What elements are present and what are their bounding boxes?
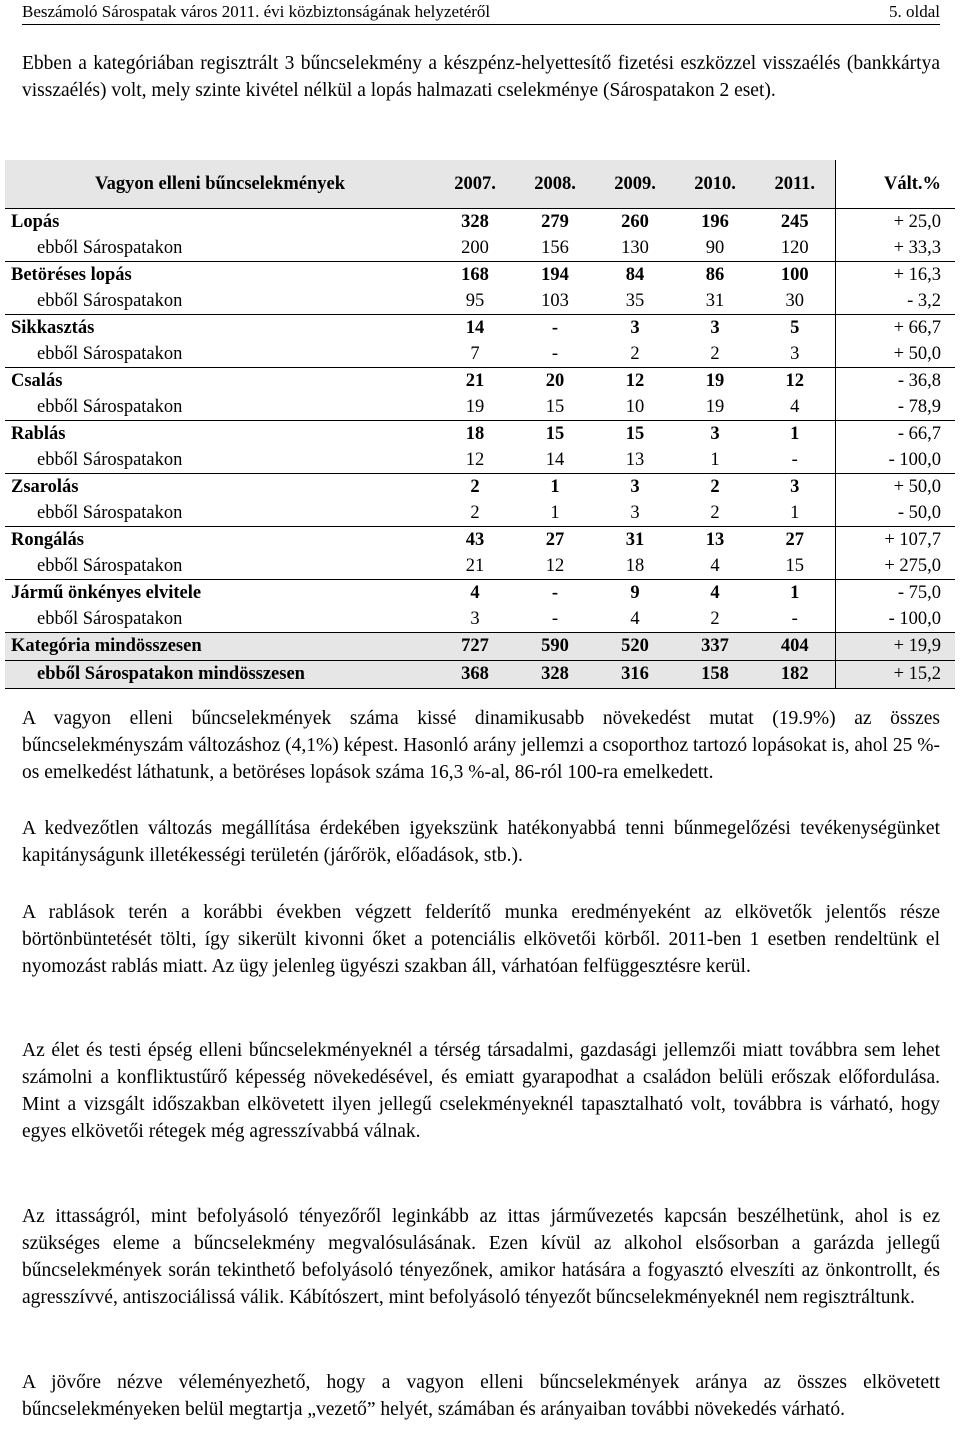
table-row: [5, 368, 955, 395]
cell-value: -: [755, 606, 835, 633]
cell-value: 156: [515, 235, 595, 262]
change-percent: - 3,2: [835, 288, 955, 315]
change-percent: + 50,0: [835, 341, 955, 368]
cell-value: 590: [515, 633, 595, 661]
cell-value: 20: [545, 370, 565, 391]
cell-value: -: [551, 317, 559, 338]
change-percent: - 50,0: [835, 500, 955, 527]
cell-value: -: [515, 606, 595, 633]
table-row: [5, 394, 955, 421]
cell-value: 4: [675, 553, 755, 580]
change-percent: + 15,2: [835, 661, 955, 689]
cell-value: 19: [435, 394, 515, 421]
cell-value: 31: [675, 288, 755, 315]
cell-value: 1: [755, 421, 835, 448]
cell-value: 43: [465, 529, 485, 550]
paragraph: A jövőre nézve véleményezhető, hogy a vagyon elleni bűncselekmények aránya az összes elkövetett bűncselekményeken belül megtartja „vezető” helyét, számában és arányaiban további növekedés várható.: [22, 1372, 940, 1420]
document-title: Beszámoló Sárospatak város 2011. évi közbiztonságának helyzetéről: [22, 2, 491, 21]
cell-value: 1: [550, 476, 560, 497]
page-number: 5. oldal: [889, 2, 940, 21]
paragraph: Az ittasságról, mint befolyásoló tényezőről leginkább az ittas járművezetés kapcsán beszélhetünk, ahol is ez szükséges eleme a bűncselekmény megvalósulásának. Ezen kívül az alkohol elsősorban a garázda jellegű bűncselekmények során tekinthető befolyásoló tényezőnek, amikor hatására a fogyasztó elveszíti az önkontrollt, és agresszívvé, antiszociálissá válik. Kábítószert, mint befolyásoló tényezőt bűncselekményeknél nem regisztráltunk.: [22, 1206, 940, 1308]
cell-value: 90: [675, 235, 755, 262]
change-percent: - 66,7: [897, 423, 941, 444]
table-row: [5, 315, 955, 342]
row-label: Csalás: [11, 370, 63, 391]
cell-value: 3: [435, 606, 515, 633]
cell-value: 27: [545, 529, 565, 550]
cell-value: 520: [595, 633, 675, 661]
change-percent: - 100,0: [835, 606, 955, 633]
row-label: Lopás: [5, 209, 435, 236]
cell-value: 328: [515, 661, 595, 689]
cell-value: 103: [515, 288, 595, 315]
cell-value: 3: [755, 341, 835, 368]
table-row: [5, 474, 955, 501]
column-header: Vagyon elleni bűncselekmények: [5, 160, 435, 209]
cell-value: 9: [630, 582, 640, 603]
cell-value: 10: [595, 394, 675, 421]
cell-value: 2: [675, 500, 755, 527]
column-header: 2007.: [435, 160, 515, 209]
cell-value: 2: [595, 341, 675, 368]
intro-paragraph: Ebben a kategóriában regisztrált 3 bűncselekmény a készpénz-helyettesítő fizetési eszközzel visszaélés (bankkártya visszaélés) volt, mely szinte kivétel nélkül a lopás halmazati cselekménye (Sárospatakon 2 eset).: [22, 53, 940, 101]
table-row: [5, 421, 955, 448]
row-label: ebből Sárospatakon: [5, 500, 435, 527]
change-percent: + 275,0: [835, 553, 955, 580]
cell-value: 2: [675, 341, 755, 368]
cell-value: -: [515, 341, 595, 368]
change-percent: + 25,0: [835, 209, 955, 236]
table-row: [5, 209, 955, 236]
cell-value: 316: [595, 661, 675, 689]
cell-value: 19: [705, 370, 725, 391]
table-row: [5, 606, 955, 633]
row-label: ebből Sárospatakon mindösszesen: [5, 661, 435, 689]
page-header: [22, 0, 940, 25]
cell-value: 1: [675, 447, 755, 474]
column-header: 2008.: [515, 160, 595, 209]
cell-value: 15: [755, 553, 835, 580]
row-label: ebből Sárospatakon: [5, 288, 435, 315]
column-header: 2009.: [595, 160, 675, 209]
cell-value: 3: [595, 500, 675, 527]
table-row: [5, 633, 955, 661]
cell-value: 3: [710, 423, 720, 444]
cell-value: 328: [435, 209, 515, 236]
paragraph: A vagyon elleni bűncselekmények száma kissé dinamikusabb növekedést mutat (19.9%) az összes bűncselekményszám változáshoz (4,1%) képest. Hasonló arány jellemzi a csoporthoz tartozó lopásokat is, ahol 25 %-os emelkedést láthatunk, a betöréses lopások száma 16,3 %-al, 86-ról 100-ra emelkedett.: [22, 708, 940, 783]
row-label: ebből Sárospatakon: [5, 447, 435, 474]
cell-value: 18: [595, 553, 675, 580]
table-row: [5, 580, 955, 607]
crime-statistics-table: [5, 160, 955, 689]
cell-value: 21: [435, 553, 515, 580]
cell-value: 3: [630, 317, 640, 338]
cell-value: 12: [625, 370, 645, 391]
cell-value: 130: [595, 235, 675, 262]
cell-value: 4: [710, 582, 720, 603]
row-label: Jármű önkényes elvitele: [11, 582, 202, 603]
table-row: [5, 553, 955, 580]
cell-value: 18: [465, 423, 485, 444]
cell-value: 27: [755, 527, 835, 554]
row-label: ebből Sárospatakon: [5, 235, 435, 262]
cell-value: 15: [625, 423, 645, 444]
paragraph: Az élet és testi épség elleni bűncselekményeknél a térség társadalmi, gazdasági jellemzői miatt továbbra sem lehet számolni a konfliktustűrő képesség növekedésével, és emiatt gyarapodhat a családon belüli erőszak előfordulása. Mint a vizsgált időszakban elkövetett ilyen jellegű cselekményeknél tapasztalható volt, továbbra is várható, hogy egyes elkövetői rétegek még agresszívabbá válnak.: [22, 1040, 940, 1142]
paragraph: A kedvezőtlen változás megállítása érdekében igyekszünk hatékonyabbá tenni bűnmegelőzési tevékenységünket kapitányságunk illetékességi területén (járőrök, előadások, stb.).: [22, 818, 940, 866]
change-percent: + 50,0: [893, 476, 941, 497]
cell-value: 200: [435, 235, 515, 262]
change-percent: + 19,9: [835, 633, 955, 661]
change-percent: + 16,3: [893, 264, 941, 285]
row-label: ebből Sárospatakon: [5, 394, 435, 421]
cell-value: 168: [461, 264, 489, 285]
change-percent: - 100,0: [835, 447, 955, 474]
cell-value: 260: [595, 209, 675, 236]
row-label: ebből Sárospatakon: [5, 606, 435, 633]
row-label: Zsarolás: [11, 476, 79, 497]
cell-value: 100: [755, 262, 835, 289]
row-label: Betöréses lopás: [11, 264, 132, 285]
change-percent: - 75,0: [897, 582, 941, 603]
cell-value: 1: [755, 500, 835, 527]
cell-value: 14: [515, 447, 595, 474]
row-label: ebből Sárospatakon: [5, 341, 435, 368]
row-label: Rongálás: [11, 529, 84, 550]
row-label: Rablás: [11, 423, 66, 444]
cell-value: 2: [435, 500, 515, 527]
cell-value: 3: [755, 474, 835, 501]
cell-value: 3: [710, 317, 720, 338]
row-label: Sikkasztás: [11, 317, 95, 338]
cell-value: 368: [435, 661, 515, 689]
cell-value: 4: [470, 582, 480, 603]
cell-value: -: [551, 582, 559, 603]
cell-value: 19: [675, 394, 755, 421]
cell-value: 2: [470, 476, 480, 497]
table-header-row: [5, 160, 955, 209]
cell-value: 727: [435, 633, 515, 661]
cell-value: 15: [515, 394, 595, 421]
cell-value: 5: [755, 315, 835, 342]
cell-value: 2: [675, 606, 755, 633]
cell-value: 279: [515, 209, 595, 236]
column-header: 2010.: [675, 160, 755, 209]
cell-value: 12: [515, 553, 595, 580]
cell-value: 12: [435, 447, 515, 474]
cell-value: 194: [541, 264, 569, 285]
cell-value: 7: [435, 341, 515, 368]
cell-value: 3: [630, 476, 640, 497]
cell-value: 31: [625, 529, 645, 550]
table-row: [5, 235, 955, 262]
cell-value: 12: [755, 368, 835, 395]
cell-value: 15: [545, 423, 565, 444]
row-label: Kategória mindösszesen: [5, 633, 435, 661]
change-percent: + 66,7: [893, 317, 941, 338]
cell-value: 2: [710, 476, 720, 497]
cell-value: 95: [435, 288, 515, 315]
cell-value: 337: [675, 633, 755, 661]
table-row: [5, 447, 955, 474]
table-row: [5, 527, 955, 554]
cell-value: 182: [755, 661, 835, 689]
cell-value: 158: [675, 661, 755, 689]
paragraph: A rablások terén a korábbi években végzett felderítő munka eredményeként az elkövetők jelentős része börtönbüntetését tölti, így sikerült kivonni őket a potenciális elkövetői körből. 2011-ben 1 esetben rendeltünk el nyomozást rablás miatt. Az ügy jelenleg ügyészi szakban áll, várhatóan felfüggesztésre kerül.: [22, 902, 940, 977]
change-percent: - 78,9: [835, 394, 955, 421]
cell-value: 404: [755, 633, 835, 661]
cell-value: 1: [515, 500, 595, 527]
cell-value: 35: [595, 288, 675, 315]
row-label: ebből Sárospatakon: [5, 553, 435, 580]
cell-value: 86: [705, 264, 725, 285]
cell-value: 4: [755, 394, 835, 421]
cell-value: 30: [755, 288, 835, 315]
change-percent: + 107,7: [884, 529, 941, 550]
cell-value: 14: [465, 317, 485, 338]
cell-value: 13: [705, 529, 725, 550]
table-row: [5, 262, 955, 289]
change-percent: - 36,8: [897, 370, 941, 391]
table-row: [5, 288, 955, 315]
cell-value: 245: [755, 209, 835, 236]
cell-value: -: [755, 447, 835, 474]
cell-value: 120: [755, 235, 835, 262]
table-row: [5, 661, 955, 689]
column-header: 2011.: [755, 160, 835, 209]
column-header: Vált.%: [883, 173, 941, 194]
table-row: [5, 341, 955, 368]
change-percent: + 33,3: [835, 235, 955, 262]
cell-value: 21: [465, 370, 485, 391]
cell-value: 196: [675, 209, 755, 236]
cell-value: 84: [625, 264, 645, 285]
cell-value: 4: [595, 606, 675, 633]
cell-value: 13: [595, 447, 675, 474]
cell-value: 1: [755, 580, 835, 607]
table-row: [5, 500, 955, 527]
